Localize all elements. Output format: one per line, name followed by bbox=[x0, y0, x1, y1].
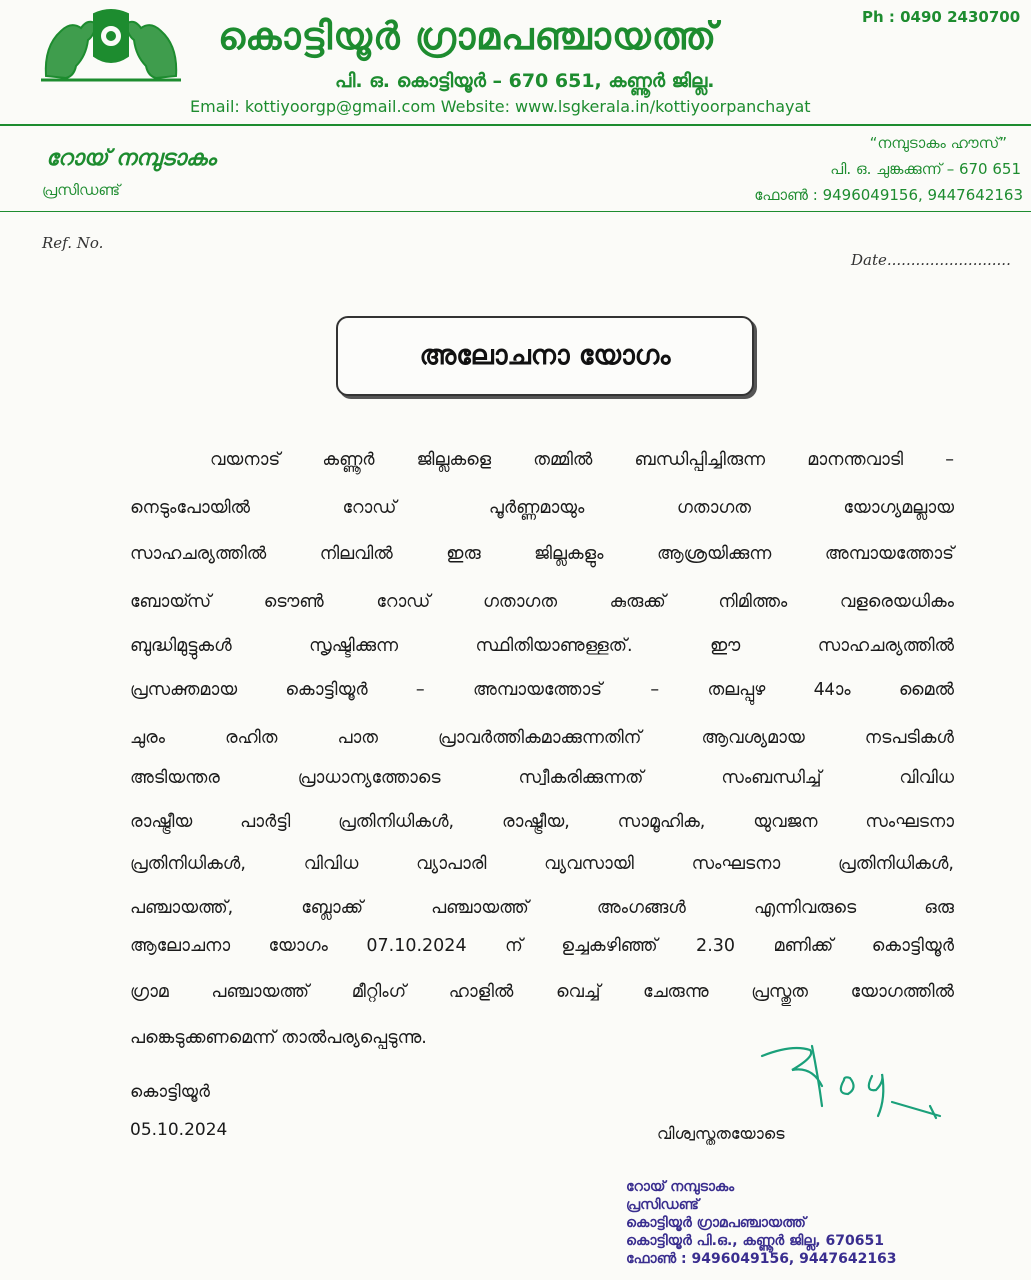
office-seal-stamp bbox=[626, 1178, 897, 1268]
closing-salutation: വിശ്വസ്തതയോടെ bbox=[657, 1124, 785, 1143]
letter-date: 05.10.2024 bbox=[130, 1120, 228, 1140]
panchayat-name: കൊട്ടിയൂർ ഗ്രാമപഞ്ചായത്ത് bbox=[218, 14, 718, 58]
emblem-logo bbox=[36, 6, 186, 86]
body-line: നെടുംപോയിൽ റോഡ് പൂർണ്ണമായും ഗതാഗത യോഗ്യമല്ലായ bbox=[130, 498, 954, 518]
panchayat-address: പി. ഒ. കൊട്ടിയൂർ – 670 651, കണ്ണൂർ ജില്ല. bbox=[335, 70, 715, 92]
stamp-address: കൊട്ടിയൂർ പി.ഒ., കണ്ണൂർ ജില്ല, 670651 bbox=[626, 1233, 884, 1249]
body-line: പ്രതിനിധികൾ, വിവിധ വ്യാപാരി വ്യവസായി സംഘടനാ പ്രതിനിധികൾ, bbox=[130, 854, 954, 874]
body-line: രാഷ്ട്രീയ പാർട്ടി പ്രതിനിധികൾ, രാഷ്ട്രീയ, സാമൂഹിക, യുവജന സംഘടനാ bbox=[130, 812, 954, 832]
ref-number-label: Ref. No. bbox=[42, 234, 104, 252]
phone-number: Ph : 0490 2430700 bbox=[862, 8, 1021, 26]
place: കൊട്ടിയൂർ bbox=[130, 1082, 210, 1102]
house-name: “നമ്പുടാകം ഹൗസ്” bbox=[869, 134, 1007, 152]
date-label: Date.......................... bbox=[851, 251, 1011, 269]
stamp-office: കൊട്ടിയൂർ ഗ്രാമപഞ്ചായത്ത് bbox=[626, 1215, 806, 1231]
body-line: സാഹചര്യത്തിൽ നിലവിൽ ഇരു ജില്ലകളും ആശ്രയിക്കുന്ന അമ്പായത്തോട് bbox=[130, 544, 954, 564]
subheader-divider bbox=[0, 211, 1031, 212]
house-address: പി. ഒ. ചുങ്കക്കുന്ന് – 670 651 bbox=[830, 160, 1021, 178]
body-line: വയനാട് കണ്ണൂർ ജില്ലകളെ തമ്മിൽ ബന്ധിപ്പിച്ചിരുന്ന മാനന്തവാടി – bbox=[210, 450, 954, 470]
body-line: ചുരം രഹിത പാത പ്രാവർത്തികമാക്കുന്നതിന് ആവശ്യമായ നടപടികൾ bbox=[130, 728, 954, 748]
signature bbox=[752, 1036, 952, 1122]
body-line: പഞ്ചായത്ത്, ബ്ലോക്ക് പഞ്ചായത്ത് അംഗങ്ങൾ എന്നിവരുടെ ഒരു bbox=[130, 898, 954, 918]
body-line: പങ്കെടുക്കണമെന്ന് താൽപര്യപ്പെടുന്നു. bbox=[130, 1028, 427, 1048]
email-website: Email: kottiyoorgp@gmail.com Website: www.lsgkerala.in/kottiyoorpanchayat bbox=[190, 97, 811, 116]
house-phone: ഫോൺ : 9496049156, 9447642163 bbox=[754, 186, 1023, 204]
document-title: അലോചനാ യോഗം bbox=[336, 316, 754, 396]
header-divider bbox=[0, 124, 1031, 126]
stamp-designation: പ്രസിഡണ്ട് bbox=[626, 1197, 699, 1213]
body-line: ബോയ്സ് ടൌൺ റോഡ് ഗതാഗത കുരുക്ക് നിമിത്തം വളരെയധികം bbox=[130, 592, 954, 612]
body-line: പ്രസക്തമായ കൊട്ടിയൂർ – അമ്പായത്തോട് – തലപ്പുഴ 44ാം മൈൽ bbox=[130, 680, 954, 700]
body-line: അടിയന്തര പ്രാധാന്യത്തോടെ സ്വീകരിക്കുന്നത് സംബന്ധിച്ച് വിവിധ bbox=[130, 768, 954, 788]
stamp-name: റോയ് നമ്പുടാകം bbox=[626, 1179, 735, 1195]
president-designation: പ്രസിഡണ്ട് bbox=[42, 181, 121, 199]
body-line: ഗ്രാമ പഞ്ചായത്ത് മീറ്റിംഗ് ഹാളിൽ വെച്ച് ചേരുന്നു പ്രസ്തുത യോഗത്തിൽ bbox=[130, 982, 954, 1002]
body-line: ബുദ്ധിമുട്ടുകൾ സൃഷ്ടിക്കുന്ന സ്ഥിതിയാണുള്ളത്. ഈ സാഹചര്യത്തിൽ bbox=[130, 636, 954, 656]
body-line: ആലോചനാ യോഗം 07.10.2024 ന് ഉച്ചകഴിഞ്ഞ് 2.30 മണിക്ക് കൊട്ടിയൂർ bbox=[130, 936, 954, 956]
president-name: റോയ് നമ്പുടാകം bbox=[46, 146, 216, 171]
stamp-phone: ഫോൺ : 9496049156, 9447642163 bbox=[626, 1251, 897, 1267]
